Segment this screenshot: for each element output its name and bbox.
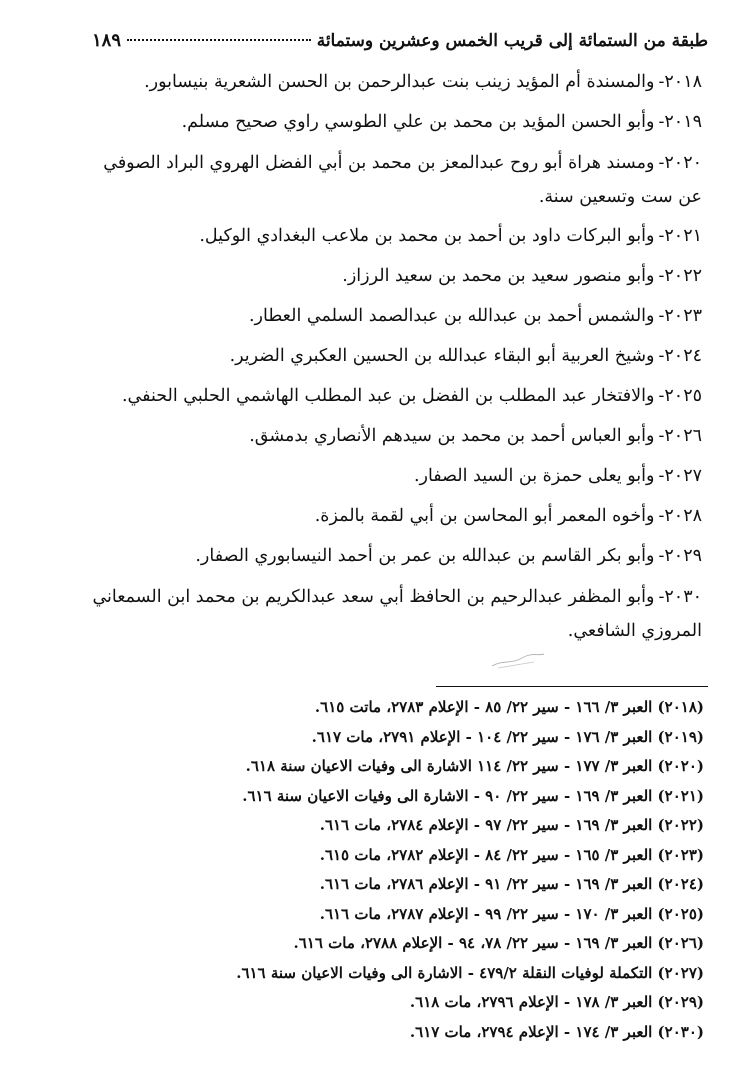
entry-2026 bbox=[88, 416, 706, 456]
entries-list bbox=[88, 62, 706, 650]
footnote: (٢٠٢٢) العبر ٣/ ١٦٩ - سير ٢٢/ ٩٧ - الإعلام ٢٧٨٤، مات ٦١٦. bbox=[319, 816, 704, 834]
entry-text: وشيخ العربية أبو البقاء عبدالله بن الحسين العكبري الضرير. bbox=[229, 346, 655, 366]
entry-number: ٢٠٢٩- bbox=[658, 546, 702, 566]
entry-2028 bbox=[88, 496, 706, 536]
entry-number: ٢٠٢٨- bbox=[658, 506, 702, 526]
entry-text: وأبو بكر القاسم بن عبدالله بن عمر بن أحمد النيسابوري الصفار. bbox=[195, 546, 655, 566]
entry-2025 bbox=[88, 376, 706, 416]
entry-number: ٢٠٢٥- bbox=[658, 386, 702, 406]
footnote-separator bbox=[436, 686, 708, 687]
entry-number: ٢٠٢٤- bbox=[658, 346, 702, 366]
footnote: (٢٠٢٧) التكملة لوفيات النقلة ٤٧٩/٢ - الاشارة الى وفيات الاعيان سنة ٦١٦. bbox=[236, 963, 704, 982]
entry-text: وأبو المظفر عبدالرحيم بن الحافظ أبي سعد عبدالكريم بن محمد ابن السمعاني المروزي الشافعي. bbox=[92, 587, 702, 641]
running-header bbox=[92, 30, 708, 60]
entry-number: ٢٠٣٠- bbox=[658, 587, 702, 607]
entry-text: ومسند هراة أبو روح عبدالمعز بن محمد بن أبي الفضل الهروي البراد الصوفي عن ست وتسعين سنة. bbox=[103, 153, 702, 207]
entry-number: ٢٠٢٢- bbox=[658, 266, 702, 286]
entry-number: ٢٠٢٣- bbox=[658, 306, 702, 326]
entry-2022 bbox=[88, 256, 706, 296]
footnote: (٢٠٢٤) العبر ٣/ ١٦٩ - سير ٢٢/ ٩١ - الإعلام ٢٧٨٦، مات ٦١٦. bbox=[319, 875, 704, 893]
entry-number: ٢٠٢٧- bbox=[658, 466, 702, 486]
entry-text: والشمس أحمد بن عبدالله بن عبدالصمد السلمي العطار. bbox=[248, 306, 655, 326]
footnote: (٢٠٢٩) العبر ٣/ ١٧٨ - الإعلام ٢٧٩٦، مات ٦١٨. bbox=[409, 993, 704, 1011]
entry-text: وأبو العباس أحمد بن محمد بن سيدهم الأنصاري بدمشق. bbox=[249, 426, 655, 446]
footnote: (٢٠١٩) العبر ٣/ ١٧٦ - سير ٢٢/ ١٠٤ - الإعلام ٢٧٩١، مات ٦١٧. bbox=[311, 727, 704, 746]
entry-number: ٢٠٢٠- bbox=[658, 153, 702, 173]
end-flourish-mark bbox=[488, 650, 548, 672]
flourish-stroke bbox=[492, 654, 544, 666]
header-title: طبقة من الستمائة إلى قريب الخمس وعشرين وستمائة bbox=[316, 31, 708, 51]
entry-text: وأبو الحسن المؤيد بن محمد بن علي الطوسي راوي صحيح مسلم. bbox=[181, 112, 655, 132]
footnote: (٢٠٣٠) العبر ٣/ ١٧٤ - الإعلام ٢٧٩٤، مات ٦١٧. bbox=[409, 1022, 704, 1041]
footnote: (٢٠١٨) العبر ٣/ ١٦٦ - سير ٢٢/ ٨٥ - الإعلام ٢٧٨٣، ماتت ٦١٥. bbox=[314, 698, 704, 716]
entry-2021 bbox=[88, 216, 706, 256]
entry-number: ٢٠١٩- bbox=[658, 112, 702, 132]
entry-text: وأبو البركات داود بن أحمد بن محمد بن ملاعب البغدادي الوكيل. bbox=[199, 226, 655, 246]
header-dot-leader bbox=[127, 39, 311, 41]
entry-2029 bbox=[88, 536, 706, 576]
entry-2030 bbox=[88, 576, 706, 650]
entry-text: وأبو يعلى حمزة بن السيد الصفار. bbox=[413, 466, 655, 486]
footnote: (٢٠٢٥) العبر ٣/ ١٧٠ - سير ٢٢/ ٩٩ - الإعلام ٢٧٨٧، مات ٦١٦. bbox=[319, 904, 704, 923]
footnotes-list bbox=[180, 693, 704, 1047]
footnote: (٢٠٢٣) العبر ٣/ ١٦٥ - سير ٢٢/ ٨٤ - الإعلام ٢٧٨٢، مات ٦١٥. bbox=[319, 845, 704, 864]
footnote: (٢٠٢٠) العبر ٣/ ١٧٧ - سير ٢٢/ ١١٤ الاشارة الى وفيات الاعيان سنة ٦١٨. bbox=[245, 757, 704, 775]
entry-2027 bbox=[88, 456, 706, 496]
entry-2019 bbox=[88, 102, 706, 142]
entry-2018 bbox=[88, 62, 706, 102]
entry-2020 bbox=[88, 142, 706, 216]
footnote: (٢٠٢٦) العبر ٣/ ١٦٩ - سير ٢٢/ ٧٨، ٩٤ - الإعلام ٢٧٨٨، مات ٦١٦. bbox=[293, 934, 704, 952]
entry-text: والمسندة أم المؤيد زينب بنت عبدالرحمن بن الحسن الشعرية بنيسابور. bbox=[144, 72, 655, 92]
footnote: (٢٠٢١) العبر ٣/ ١٦٩ - سير ٢٢/ ٩٠ - الاشارة الى وفيات الاعيان سنة ٦١٦. bbox=[242, 786, 704, 805]
entry-text: وأبو منصور سعيد بن محمد بن سعيد الرزاز. bbox=[342, 266, 655, 286]
page-number: ١٨٩ bbox=[92, 30, 122, 51]
entry-2023 bbox=[88, 296, 706, 336]
entry-2024 bbox=[88, 336, 706, 376]
entry-text: وأخوه المعمر أبو المحاسن بن أبي لقمة بالمزة. bbox=[314, 506, 655, 526]
entry-number: ٢٠١٨- bbox=[658, 72, 702, 92]
entry-number: ٢٠٢٦- bbox=[658, 426, 702, 446]
entry-number: ٢٠٢١- bbox=[658, 226, 702, 246]
entry-text: والافتخار عبد المطلب بن الفضل بن عبد المطلب الهاشمي الحلبي الحنفي. bbox=[121, 386, 655, 406]
